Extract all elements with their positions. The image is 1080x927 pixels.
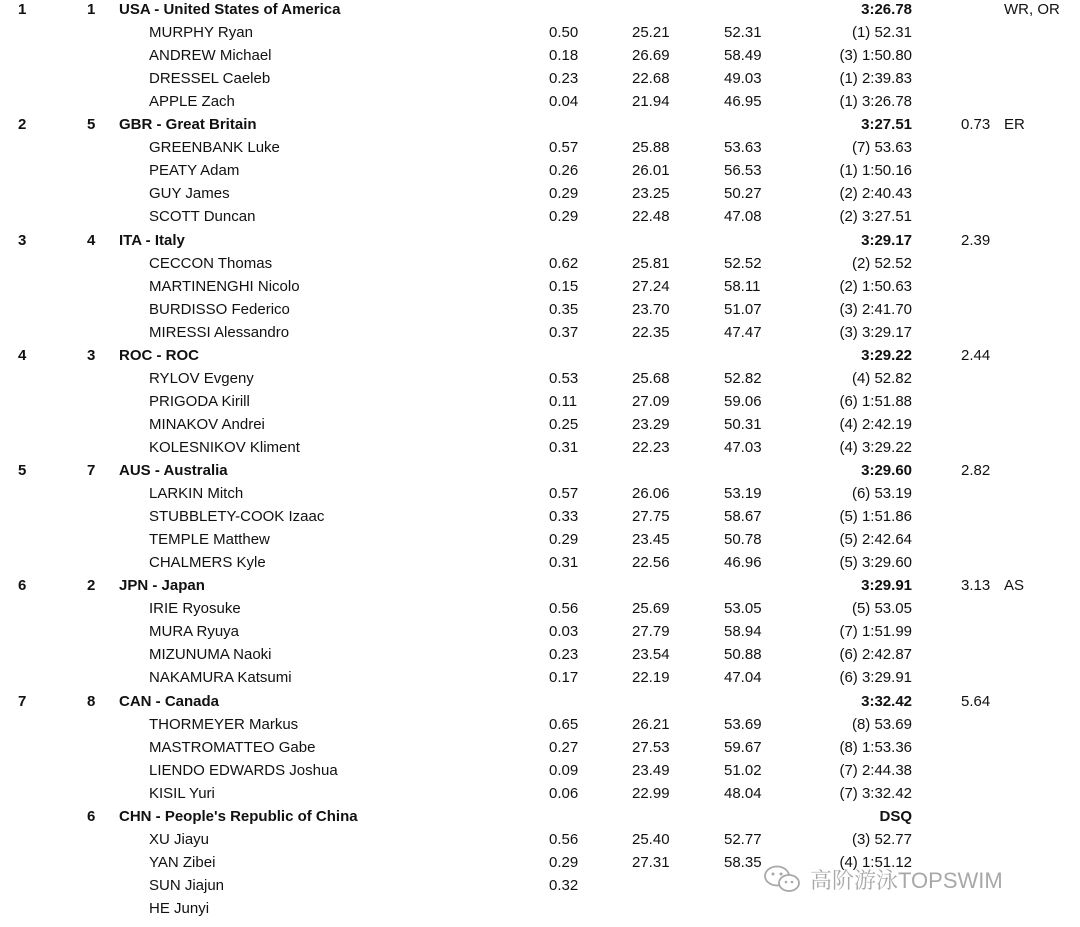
team-row xyxy=(0,115,1080,138)
split-100m: 47.04 xyxy=(724,669,762,687)
split-50m: 27.09 xyxy=(632,392,670,410)
team-name: JPN - Japan xyxy=(119,577,205,595)
team-row xyxy=(0,807,1080,830)
split-100m: 58.11 xyxy=(724,277,761,295)
cumulative-time: (7) 3:32.42 xyxy=(839,784,912,802)
time-behind: 0.73 xyxy=(961,116,991,134)
reaction-time: 0.17 xyxy=(549,669,579,687)
split-100m: 52.77 xyxy=(724,830,762,848)
reaction-time: 0.35 xyxy=(549,300,579,318)
split-50m: 25.68 xyxy=(632,369,670,387)
swimmer-name: TEMPLE Matthew xyxy=(149,531,270,549)
team-row xyxy=(0,461,1080,484)
split-100m: 52.52 xyxy=(724,254,762,272)
swimmer-row xyxy=(0,438,1080,461)
swimmer-name: KOLESNIKOV Kliment xyxy=(149,438,300,456)
cumulative-time: (4) 52.82 xyxy=(851,369,912,387)
team-lane: 7 xyxy=(87,462,96,479)
split-100m: 50.27 xyxy=(724,185,762,203)
split-50m: 26.69 xyxy=(632,47,670,65)
team-lane: 5 xyxy=(87,116,96,134)
split-50m: 27.31 xyxy=(632,853,670,871)
reaction-time: 0.32 xyxy=(549,876,579,894)
cumulative-time: (6) 53.19 xyxy=(851,485,912,503)
team-name: ROC - ROC xyxy=(119,346,199,364)
reaction-time: 0.56 xyxy=(549,830,579,848)
split-50m: 22.23 xyxy=(632,438,670,456)
reaction-time: 0.03 xyxy=(549,623,579,641)
split-100m: 52.82 xyxy=(724,369,762,387)
split-100m: 51.07 xyxy=(724,300,762,318)
split-50m: 23.45 xyxy=(632,531,670,549)
team-lane: 2 xyxy=(87,577,96,595)
split-50m: 27.79 xyxy=(632,623,670,641)
split-50m: 23.49 xyxy=(632,761,670,779)
swimmer-name: SUN Jiajun xyxy=(149,876,225,894)
reaction-time: 0.11 xyxy=(549,392,578,410)
cumulative-time: (4) 1:51.12 xyxy=(839,853,912,871)
split-100m: 58.49 xyxy=(724,47,762,65)
split-100m: 47.03 xyxy=(724,438,762,456)
team-rank: 7 xyxy=(18,692,27,710)
team-total-time: 3:29.60 xyxy=(861,462,912,479)
team-name: ITA - Italy xyxy=(119,231,185,249)
team-rank: 1 xyxy=(18,1,27,18)
split-100m: 49.03 xyxy=(724,70,762,88)
swimmer-name: MURA Ryuya xyxy=(149,623,240,641)
cumulative-time: (8) 1:53.36 xyxy=(839,738,912,756)
swimmer-row xyxy=(0,715,1080,738)
swimmer-name: IRIE Ryosuke xyxy=(149,600,241,618)
swimmer-row xyxy=(0,622,1080,645)
swimmer-row xyxy=(0,46,1080,69)
reaction-time: 0.29 xyxy=(549,853,579,871)
swimmer-name: PEATY Adam xyxy=(149,162,240,180)
swimmer-name: BURDISSO Federico xyxy=(149,300,290,318)
cumulative-time: (6) 1:51.88 xyxy=(839,392,912,410)
split-50m: 22.56 xyxy=(632,554,670,572)
swimmer-row xyxy=(0,369,1080,392)
swimmer-row xyxy=(0,69,1080,92)
swimmer-row xyxy=(0,254,1080,277)
reaction-time: 0.25 xyxy=(549,415,579,433)
cumulative-time: (3) 3:29.17 xyxy=(839,323,912,341)
split-100m: 53.05 xyxy=(724,600,762,618)
split-50m: 25.69 xyxy=(632,600,670,618)
reaction-time: 0.57 xyxy=(549,139,579,157)
cumulative-time: (2) 52.52 xyxy=(851,254,912,272)
reaction-time: 0.26 xyxy=(549,162,579,180)
swimmer-name: MURPHY Ryan xyxy=(149,24,253,42)
cumulative-time: (2) 1:50.63 xyxy=(839,277,912,295)
reaction-time: 0.06 xyxy=(549,784,579,802)
swimmer-row xyxy=(0,599,1080,622)
swimmer-row xyxy=(0,530,1080,553)
split-100m: 53.69 xyxy=(724,715,762,733)
swimmer-name: MINAKOV Andrei xyxy=(149,415,265,433)
reaction-time: 0.29 xyxy=(549,185,579,203)
split-100m: 53.19 xyxy=(724,485,762,503)
team-row xyxy=(0,0,1080,23)
team-lane: 8 xyxy=(87,692,96,710)
swimmer-row xyxy=(0,484,1080,507)
reaction-time: 0.53 xyxy=(549,369,579,387)
reaction-time: 0.33 xyxy=(549,508,579,526)
record-badge: WR, OR xyxy=(1004,1,1060,18)
split-50m: 25.88 xyxy=(632,139,670,157)
split-50m: 22.35 xyxy=(632,323,670,341)
split-100m: 46.96 xyxy=(724,554,762,572)
split-100m: 47.08 xyxy=(724,208,762,226)
team-total-time: DSQ xyxy=(879,807,912,825)
team-rank: 4 xyxy=(18,346,27,364)
swimmer-row xyxy=(0,553,1080,576)
swimmer-row xyxy=(0,507,1080,530)
split-50m: 25.40 xyxy=(632,830,670,848)
cumulative-time: (4) 2:42.19 xyxy=(839,415,912,433)
team-total-time: 3:27.51 xyxy=(861,116,912,134)
reaction-time: 0.09 xyxy=(549,761,579,779)
time-behind: 3.13 xyxy=(961,577,991,595)
split-100m: 46.95 xyxy=(724,93,762,111)
reaction-time: 0.29 xyxy=(549,531,579,549)
split-50m: 22.99 xyxy=(632,784,670,802)
swimmer-name: KISIL Yuri xyxy=(149,784,215,802)
time-behind: 5.64 xyxy=(961,692,991,710)
swimmer-row xyxy=(0,761,1080,784)
split-50m: 26.06 xyxy=(632,485,670,503)
record-badge: AS xyxy=(1004,577,1025,595)
split-100m: 59.06 xyxy=(724,392,762,410)
reaction-time: 0.37 xyxy=(549,323,579,341)
swimmer-name: MIZUNUMA Naoki xyxy=(149,646,272,664)
reaction-time: 0.31 xyxy=(549,438,579,456)
split-50m: 22.68 xyxy=(632,70,670,88)
team-row xyxy=(0,692,1080,715)
reaction-time: 0.29 xyxy=(549,208,579,226)
swimmer-name: HE Junyi xyxy=(149,899,210,917)
swimmer-name: THORMEYER Markus xyxy=(149,715,299,733)
split-100m: 48.04 xyxy=(724,784,762,802)
cumulative-time: (1) 52.31 xyxy=(851,24,912,42)
swimmer-row xyxy=(0,23,1080,46)
cumulative-time: (7) 2:44.38 xyxy=(839,761,912,779)
swimmer-name: CECCON Thomas xyxy=(149,254,273,272)
swimmer-name: CHALMERS Kyle xyxy=(149,554,266,572)
time-behind: 2.39 xyxy=(961,231,991,249)
reaction-time: 0.56 xyxy=(549,600,579,618)
team-lane: 6 xyxy=(87,807,96,825)
reaction-time: 0.62 xyxy=(549,254,579,272)
team-lane: 4 xyxy=(87,231,96,249)
reaction-time: 0.65 xyxy=(549,715,579,733)
cumulative-time: (3) 52.77 xyxy=(851,830,912,848)
split-50m: 25.21 xyxy=(632,24,670,42)
swimmer-name: MASTROMATTEO Gabe xyxy=(149,738,316,756)
swimmer-row xyxy=(0,392,1080,415)
swimmer-name: XU Jiayu xyxy=(149,830,210,848)
team-total-time: 3:29.22 xyxy=(861,346,912,364)
swimmer-row xyxy=(0,161,1080,184)
swimmer-name: DRESSEL Caeleb xyxy=(149,70,271,88)
watermark-text: 高阶游泳TOPSWIM xyxy=(810,867,1003,893)
swimmer-row xyxy=(0,645,1080,668)
cumulative-time: (5) 3:29.60 xyxy=(839,554,912,572)
team-row xyxy=(0,346,1080,369)
swimmer-row xyxy=(0,738,1080,761)
swimmer-name: RYLOV Evgeny xyxy=(149,369,254,387)
team-name: AUS - Australia xyxy=(119,462,228,479)
split-50m: 23.29 xyxy=(632,415,670,433)
split-100m: 50.78 xyxy=(724,531,762,549)
team-lane: 1 xyxy=(87,1,96,18)
swimmer-name: MARTINENGHI Nicolo xyxy=(149,277,300,295)
reaction-time: 0.31 xyxy=(549,554,579,572)
split-50m: 26.01 xyxy=(632,162,670,180)
team-name: CHN - People's Republic of China xyxy=(119,807,358,825)
wechat-icon xyxy=(762,864,802,894)
cumulative-time: (3) 2:41.70 xyxy=(839,300,912,318)
split-100m: 53.63 xyxy=(724,139,762,157)
team-lane: 3 xyxy=(87,346,96,364)
team-row xyxy=(0,576,1080,599)
swimmer-row xyxy=(0,138,1080,161)
reaction-time: 0.04 xyxy=(549,93,579,111)
split-50m: 23.54 xyxy=(632,646,670,664)
split-100m: 51.02 xyxy=(724,761,762,779)
split-50m: 27.24 xyxy=(632,277,670,295)
team-total-time: 3:29.91 xyxy=(861,577,912,595)
cumulative-time: (1) 1:50.16 xyxy=(839,162,912,180)
team-rank: 6 xyxy=(18,577,27,595)
swimmer-row xyxy=(0,830,1080,853)
swimmer-name: GREENBANK Luke xyxy=(149,139,280,157)
cumulative-time: (5) 2:42.64 xyxy=(839,531,912,549)
cumulative-time: (5) 1:51.86 xyxy=(839,508,912,526)
team-name: USA - United States of America xyxy=(119,1,341,18)
swimmer-row xyxy=(0,899,1080,922)
split-50m: 21.94 xyxy=(632,93,670,111)
team-name: CAN - Canada xyxy=(119,692,220,710)
reaction-time: 0.57 xyxy=(549,485,579,503)
swimmer-name: LARKIN Mitch xyxy=(149,485,244,503)
swimmer-row xyxy=(0,300,1080,323)
swimmer-name: YAN Zibei xyxy=(149,853,216,871)
swimmer-row xyxy=(0,277,1080,300)
team-rank: 5 xyxy=(18,462,27,479)
swimmer-name: NAKAMURA Katsumi xyxy=(149,669,292,687)
cumulative-time: (1) 2:39.83 xyxy=(839,70,912,88)
reaction-time: 0.50 xyxy=(549,24,579,42)
swimmer-row xyxy=(0,784,1080,807)
reaction-time: 0.18 xyxy=(549,47,579,65)
swimmer-name: GUY James xyxy=(149,185,230,203)
cumulative-time: (1) 3:26.78 xyxy=(839,93,912,111)
split-100m: 59.67 xyxy=(724,738,762,756)
team-total-time: 3:29.17 xyxy=(861,231,912,249)
team-name: GBR - Great Britain xyxy=(119,116,257,134)
watermark xyxy=(762,864,1003,894)
split-100m: 58.94 xyxy=(724,623,762,641)
split-50m: 23.25 xyxy=(632,185,670,203)
swimmer-name: ANDREW Michael xyxy=(149,47,272,65)
split-50m: 27.75 xyxy=(632,508,670,526)
time-behind: 2.82 xyxy=(961,462,991,479)
swimmer-name: PRIGODA Kirill xyxy=(149,392,250,410)
team-total-time: 3:26.78 xyxy=(861,1,912,18)
swimmer-name: SCOTT Duncan xyxy=(149,208,256,226)
swimmer-row xyxy=(0,92,1080,115)
cumulative-time: (6) 3:29.91 xyxy=(839,669,912,687)
split-50m: 22.48 xyxy=(632,208,670,226)
split-50m: 23.70 xyxy=(632,300,670,318)
swimmer-name: STUBBLETY-COOK Izaac xyxy=(149,508,325,526)
cumulative-time: (2) 3:27.51 xyxy=(839,208,912,226)
split-100m: 50.88 xyxy=(724,646,762,664)
record-badge: ER xyxy=(1004,116,1025,134)
team-total-time: 3:32.42 xyxy=(861,692,912,710)
split-50m: 27.53 xyxy=(632,738,670,756)
reaction-time: 0.27 xyxy=(549,738,579,756)
swimmer-row xyxy=(0,207,1080,230)
team-rank: 3 xyxy=(18,231,27,249)
split-50m: 22.19 xyxy=(632,669,670,687)
split-100m: 50.31 xyxy=(724,415,762,433)
reaction-time: 0.15 xyxy=(549,277,579,295)
split-100m: 58.67 xyxy=(724,508,762,526)
swimmer-row xyxy=(0,184,1080,207)
split-50m: 25.81 xyxy=(632,254,670,272)
swimmer-row xyxy=(0,668,1080,691)
split-100m: 56.53 xyxy=(724,162,762,180)
swimmer-name: APPLE Zach xyxy=(149,93,235,111)
swimmer-name: LIENDO EDWARDS Joshua xyxy=(149,761,338,779)
split-50m: 26.21 xyxy=(632,715,670,733)
time-behind: 2.44 xyxy=(961,346,991,364)
cumulative-time: (2) 2:40.43 xyxy=(839,185,912,203)
split-100m: 52.31 xyxy=(724,24,762,42)
cumulative-time: (5) 53.05 xyxy=(851,600,912,618)
cumulative-time: (7) 53.63 xyxy=(851,139,912,157)
swimmer-name: MIRESSI Alessandro xyxy=(149,323,290,341)
cumulative-time: (7) 1:51.99 xyxy=(839,623,912,641)
reaction-time: 0.23 xyxy=(549,70,579,88)
cumulative-time: (3) 1:50.80 xyxy=(839,47,912,65)
reaction-time: 0.23 xyxy=(549,646,579,664)
swimmer-row xyxy=(0,415,1080,438)
split-100m: 47.47 xyxy=(724,323,762,341)
cumulative-time: (6) 2:42.87 xyxy=(839,646,912,664)
cumulative-time: (4) 3:29.22 xyxy=(839,438,912,456)
cumulative-time: (8) 53.69 xyxy=(851,715,912,733)
swimmer-row xyxy=(0,323,1080,346)
team-row xyxy=(0,231,1080,254)
team-rank: 2 xyxy=(18,116,27,134)
split-100m: 58.35 xyxy=(724,853,762,871)
